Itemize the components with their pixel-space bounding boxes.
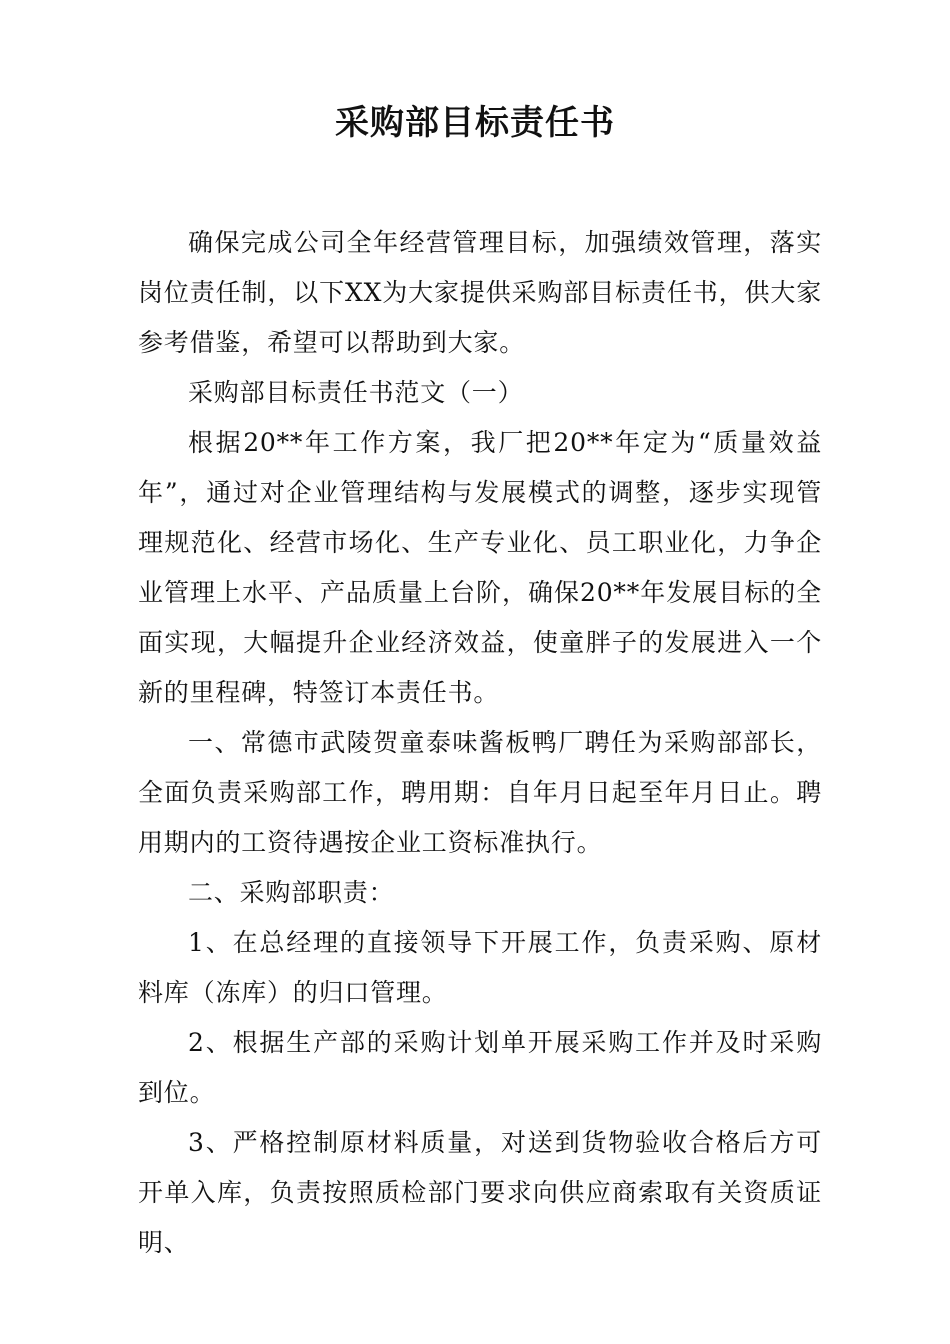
document-title: 采购部目标责任书: [335, 103, 615, 143]
paragraph-duties-heading: 二、采购部职责：: [188, 878, 395, 907]
paragraph-background: 根据20**年工作方案，我厂把20**年定为“质量效益年”，通过对企业管理结构与发展模式的调整，逐步实现管理规范化、经营市场化、生产专业化、员工职业化，力争企业管理上水平、产品质量上台阶，确保20**年发展目标的全面实现，大幅提升企业经济效益，使童胖子的发展进入一个新的里程碑，特签订本责任书。: [138, 428, 822, 707]
paragraph-duty-1: 1、在总经理的直接领导下开展工作，负责采购、原材料库（冻库）的归口管理。: [138, 928, 822, 1007]
document-body: [138, 218, 822, 1268]
paragraph-intro: 确保完成公司全年经营管理目标，加强绩效管理，落实岗位责任制，以下XX为大家提供采购部目标责任书，供大家参考借鉴，希望可以帮助到大家。: [138, 228, 822, 357]
paragraph-section-heading: 采购部目标责任书范文（一）: [188, 378, 524, 407]
paragraph-duty-3: 3、严格控制原材料质量，对送到货物验收合格后方可开单入库，负责按照质检部门要求向供应商索取有关资质证明、: [138, 1128, 822, 1257]
paragraph-duty-2: 2、根据生产部的采购计划单开展采购工作并及时采购到位。: [138, 1028, 822, 1107]
paragraph-appointment: 一、常德市武陵贺童泰味酱板鸭厂聘任为采购部部长，全面负责采购部工作，聘用期：自年月日起至年月日止。聘用期内的工资待遇按企业工资标准执行。: [138, 728, 822, 857]
